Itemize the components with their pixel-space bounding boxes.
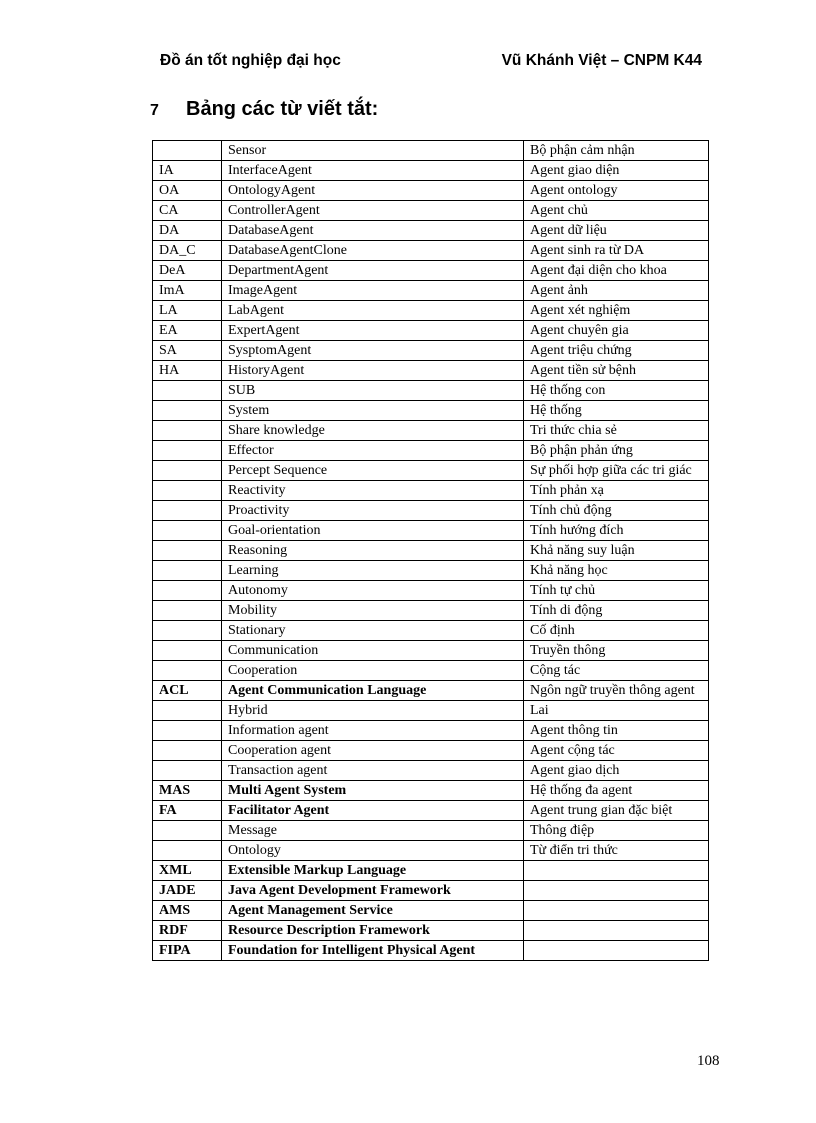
term-cell: Hybrid bbox=[222, 701, 524, 721]
meaning-cell: Agent xét nghiệm bbox=[524, 301, 709, 321]
term-cell: Reasoning bbox=[222, 541, 524, 561]
term-cell: ImageAgent bbox=[222, 281, 524, 301]
term-cell: Resource Description Framework bbox=[222, 921, 524, 941]
abbreviation-cell: IA bbox=[153, 161, 222, 181]
abbreviation-cell bbox=[153, 561, 222, 581]
meaning-cell: Cộng tác bbox=[524, 661, 709, 681]
term-cell: SUB bbox=[222, 381, 524, 401]
abbreviation-cell bbox=[153, 581, 222, 601]
table-row bbox=[153, 281, 709, 301]
table-row bbox=[153, 861, 709, 881]
meaning-cell: Agent thông tin bbox=[524, 721, 709, 741]
meaning-cell: Cố định bbox=[524, 621, 709, 641]
term-cell: Mobility bbox=[222, 601, 524, 621]
meaning-cell: Sự phối hợp giữa các tri giác bbox=[524, 461, 709, 481]
term-cell: Effector bbox=[222, 441, 524, 461]
meaning-cell: Agent cộng tác bbox=[524, 741, 709, 761]
table-row bbox=[153, 141, 709, 161]
section-number: 7 bbox=[150, 102, 159, 119]
abbreviation-cell: OA bbox=[153, 181, 222, 201]
abbreviation-cell: LA bbox=[153, 301, 222, 321]
table-row bbox=[153, 521, 709, 541]
term-cell: Communication bbox=[222, 641, 524, 661]
abbreviation-cell: RDF bbox=[153, 921, 222, 941]
term-cell: OntologyAgent bbox=[222, 181, 524, 201]
table-row bbox=[153, 941, 709, 961]
table-row bbox=[153, 921, 709, 941]
abbreviation-cell: ImA bbox=[153, 281, 222, 301]
term-cell: Reactivity bbox=[222, 481, 524, 501]
abbreviation-cell bbox=[153, 621, 222, 641]
table-row bbox=[153, 621, 709, 641]
table-row bbox=[153, 221, 709, 241]
term-cell: Message bbox=[222, 821, 524, 841]
table-row bbox=[153, 821, 709, 841]
term-cell: DatabaseAgent bbox=[222, 221, 524, 241]
meaning-cell: Lai bbox=[524, 701, 709, 721]
term-cell: System bbox=[222, 401, 524, 421]
meaning-cell: Truyền thông bbox=[524, 641, 709, 661]
abbreviation-cell bbox=[153, 481, 222, 501]
table-row bbox=[153, 781, 709, 801]
meaning-cell: Agent dữ liệu bbox=[524, 221, 709, 241]
table-row bbox=[153, 161, 709, 181]
table-row bbox=[153, 681, 709, 701]
section-heading bbox=[150, 98, 378, 121]
abbreviation-cell: ACL bbox=[153, 681, 222, 701]
term-cell: Facilitator Agent bbox=[222, 801, 524, 821]
abbreviation-cell bbox=[153, 441, 222, 461]
abbreviation-cell bbox=[153, 721, 222, 741]
abbreviation-cell bbox=[153, 141, 222, 161]
term-cell: Share knowledge bbox=[222, 421, 524, 441]
abbreviation-cell bbox=[153, 501, 222, 521]
abbreviation-cell: JADE bbox=[153, 881, 222, 901]
table-row bbox=[153, 541, 709, 561]
abbreviation-cell bbox=[153, 541, 222, 561]
table-row bbox=[153, 381, 709, 401]
meaning-cell: Agent triệu chứng bbox=[524, 341, 709, 361]
term-cell: DatabaseAgentClone bbox=[222, 241, 524, 261]
term-cell: Learning bbox=[222, 561, 524, 581]
term-cell: Stationary bbox=[222, 621, 524, 641]
meaning-cell bbox=[524, 861, 709, 881]
table-row bbox=[153, 741, 709, 761]
meaning-cell: Agent ontology bbox=[524, 181, 709, 201]
abbreviation-cell: FA bbox=[153, 801, 222, 821]
table-row bbox=[153, 461, 709, 481]
table-row bbox=[153, 801, 709, 821]
abbreviation-cell bbox=[153, 521, 222, 541]
abbreviation-cell: FIPA bbox=[153, 941, 222, 961]
abbreviation-cell bbox=[153, 821, 222, 841]
meaning-cell bbox=[524, 921, 709, 941]
table-row bbox=[153, 321, 709, 341]
meaning-cell: Tính phản xạ bbox=[524, 481, 709, 501]
abbreviation-cell: SA bbox=[153, 341, 222, 361]
abbreviation-cell bbox=[153, 841, 222, 861]
table-row bbox=[153, 261, 709, 281]
abbreviation-cell bbox=[153, 761, 222, 781]
term-cell: Percept Sequence bbox=[222, 461, 524, 481]
abbreviation-table-body bbox=[153, 141, 709, 961]
term-cell: Sensor bbox=[222, 141, 524, 161]
abbreviation-table bbox=[152, 140, 709, 961]
table-row bbox=[153, 401, 709, 421]
meaning-cell bbox=[524, 901, 709, 921]
table-row bbox=[153, 841, 709, 861]
abbreviation-cell bbox=[153, 661, 222, 681]
abbreviation-cell bbox=[153, 421, 222, 441]
page-number: 108 bbox=[697, 1053, 720, 1069]
abbreviation-cell bbox=[153, 381, 222, 401]
meaning-cell: Tri thức chia sẻ bbox=[524, 421, 709, 441]
term-cell: Multi Agent System bbox=[222, 781, 524, 801]
table-row bbox=[153, 301, 709, 321]
meaning-cell: Agent đại diện cho khoa bbox=[524, 261, 709, 281]
table-row bbox=[153, 661, 709, 681]
term-cell: Ontology bbox=[222, 841, 524, 861]
abbreviation-cell bbox=[153, 401, 222, 421]
table-row bbox=[153, 421, 709, 441]
table-row bbox=[153, 361, 709, 381]
abbreviation-cell bbox=[153, 601, 222, 621]
table-row bbox=[153, 761, 709, 781]
meaning-cell: Bộ phận phản ứng bbox=[524, 441, 709, 461]
table-row bbox=[153, 581, 709, 601]
meaning-cell: Agent trung gian đặc biệt bbox=[524, 801, 709, 821]
table-row bbox=[153, 701, 709, 721]
term-cell: SysptomAgent bbox=[222, 341, 524, 361]
term-cell: Foundation for Intelligent Physical Agent bbox=[222, 941, 524, 961]
term-cell: Agent Management Service bbox=[222, 901, 524, 921]
term-cell: Autonomy bbox=[222, 581, 524, 601]
term-cell: ControllerAgent bbox=[222, 201, 524, 221]
meaning-cell: Tính hướng đích bbox=[524, 521, 709, 541]
term-cell: Extensible Markup Language bbox=[222, 861, 524, 881]
meaning-cell: Khả năng suy luận bbox=[524, 541, 709, 561]
meaning-cell: Agent giao diện bbox=[524, 161, 709, 181]
meaning-cell: Hệ thống con bbox=[524, 381, 709, 401]
meaning-cell: Agent ảnh bbox=[524, 281, 709, 301]
table-row bbox=[153, 341, 709, 361]
meaning-cell: Tính tự chủ bbox=[524, 581, 709, 601]
abbreviation-cell: DA bbox=[153, 221, 222, 241]
section-title: Bảng các từ viết tắt: bbox=[186, 98, 379, 120]
header-author-right: Vũ Khánh Việt – CNPM K44 bbox=[501, 52, 702, 69]
table-row bbox=[153, 641, 709, 661]
table-row bbox=[153, 501, 709, 521]
meaning-cell: Hệ thống bbox=[524, 401, 709, 421]
abbreviation-cell bbox=[153, 741, 222, 761]
term-cell: LabAgent bbox=[222, 301, 524, 321]
table-row bbox=[153, 441, 709, 461]
abbreviation-cell: DeA bbox=[153, 261, 222, 281]
term-cell: Cooperation bbox=[222, 661, 524, 681]
meaning-cell: Agent chủ bbox=[524, 201, 709, 221]
term-cell: DepartmentAgent bbox=[222, 261, 524, 281]
table-row bbox=[153, 241, 709, 261]
term-cell: HistoryAgent bbox=[222, 361, 524, 381]
term-cell: Java Agent Development Framework bbox=[222, 881, 524, 901]
meaning-cell: Tính chủ động bbox=[524, 501, 709, 521]
term-cell: Agent Communication Language bbox=[222, 681, 524, 701]
meaning-cell bbox=[524, 881, 709, 901]
abbreviation-cell bbox=[153, 461, 222, 481]
table-row bbox=[153, 721, 709, 741]
abbreviation-cell: AMS bbox=[153, 901, 222, 921]
meaning-cell: Hệ thống đa agent bbox=[524, 781, 709, 801]
abbreviation-cell: XML bbox=[153, 861, 222, 881]
meaning-cell: Thông điệp bbox=[524, 821, 709, 841]
abbreviation-cell bbox=[153, 641, 222, 661]
abbreviation-cell: DA_C bbox=[153, 241, 222, 261]
meaning-cell: Từ điển tri thức bbox=[524, 841, 709, 861]
meaning-cell: Ngôn ngữ truyền thông agent bbox=[524, 681, 709, 701]
table-row bbox=[153, 881, 709, 901]
abbreviation-cell: EA bbox=[153, 321, 222, 341]
table-row bbox=[153, 481, 709, 501]
term-cell: Transaction agent bbox=[222, 761, 524, 781]
meaning-cell: Tính di động bbox=[524, 601, 709, 621]
meaning-cell: Agent chuyên gia bbox=[524, 321, 709, 341]
abbreviation-cell: MAS bbox=[153, 781, 222, 801]
term-cell: Cooperation agent bbox=[222, 741, 524, 761]
table-row bbox=[153, 901, 709, 921]
term-cell: Proactivity bbox=[222, 501, 524, 521]
table-row bbox=[153, 561, 709, 581]
meaning-cell bbox=[524, 941, 709, 961]
meaning-cell: Agent sinh ra từ DA bbox=[524, 241, 709, 261]
abbreviation-cell: HA bbox=[153, 361, 222, 381]
term-cell: Goal-orientation bbox=[222, 521, 524, 541]
abbreviation-cell bbox=[153, 701, 222, 721]
term-cell: ExpertAgent bbox=[222, 321, 524, 341]
meaning-cell: Agent giao dịch bbox=[524, 761, 709, 781]
meaning-cell: Bộ phận cảm nhận bbox=[524, 141, 709, 161]
table-row bbox=[153, 201, 709, 221]
header-title-left: Đồ án tốt nghiệp đại học bbox=[160, 52, 341, 69]
meaning-cell: Agent tiền sử bệnh bbox=[524, 361, 709, 381]
table-row bbox=[153, 181, 709, 201]
abbreviation-cell: CA bbox=[153, 201, 222, 221]
term-cell: Information agent bbox=[222, 721, 524, 741]
meaning-cell: Khả năng học bbox=[524, 561, 709, 581]
table-row bbox=[153, 601, 709, 621]
term-cell: InterfaceAgent bbox=[222, 161, 524, 181]
